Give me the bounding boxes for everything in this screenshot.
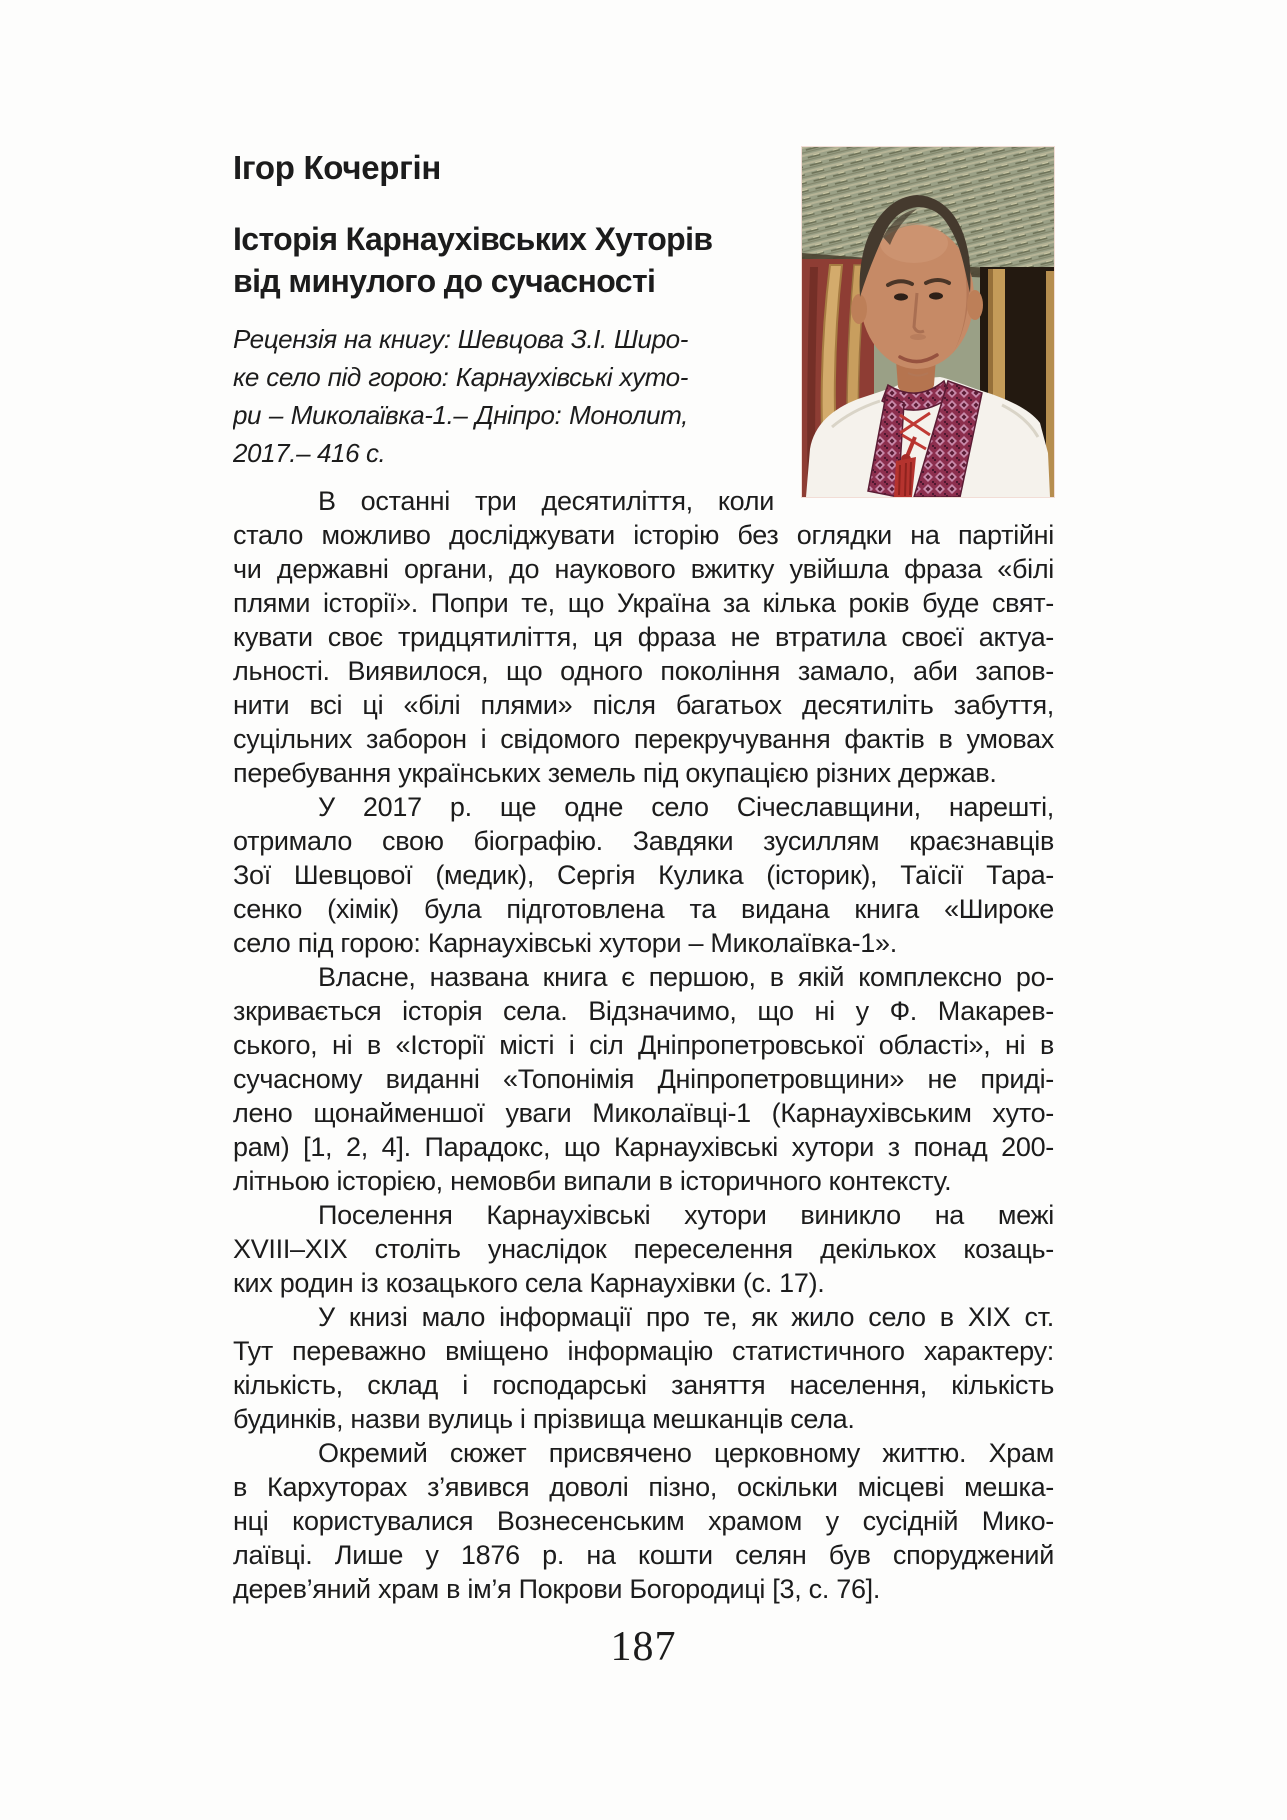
body-text-line: сенко (хімік) була підготовлена та видана книга «Широке [233, 894, 1054, 924]
body-text-line: зкривається історія села. Відзначимо, що ні у Ф. Макарев- [233, 996, 1054, 1026]
body-text-line: У книзі мало інформації про те, як жило село в XIX ст. [318, 1302, 1054, 1332]
paragraph [233, 1198, 1054, 1300]
body-text-line: отримало свою біографію. Завдяки зусиллям краєзнавців [233, 826, 1054, 856]
body-paragraphs [233, 484, 1054, 1606]
paragraph [233, 1436, 1054, 1606]
body-text-line: сучасному виданні «Топонімія Дніпропетровщини» не приді- [233, 1064, 1054, 1094]
body-text-line: літньою історією, немовби випали в історичного контексту. [233, 1166, 952, 1196]
body-text-line: чи державні органи, до наукового вжитку увійшла фраза «білі [233, 554, 1054, 584]
title-line: Історія Карнаухівських Хуторів [233, 221, 713, 257]
body-text-line: Тут переважно вміщено інформацію статистичного характеру: [233, 1336, 1054, 1366]
body-text-line: XVIII–XIX століть унаслідок переселення декількох козаць- [233, 1234, 1054, 1264]
body-text-line: Зої Шевцової (медик), Сергія Кулика (історик), Таїсії Тара- [233, 860, 1054, 890]
paragraph [233, 960, 1054, 1198]
body-text-line: льності. Виявилося, що одного покоління замало, аби запов- [233, 656, 1054, 686]
body-text-line: ського, ні в «Історії місті і сіл Дніпропетровської області», ні в [233, 1030, 1054, 1060]
body-text-line: Окремий сюжет присвячено церковному життю. Храм [318, 1438, 1054, 1468]
body-text-line: нити всі ці «білі плями» після багатьох десятиліть забуття, [233, 690, 1054, 720]
author-name: Ігор Кочергін [233, 149, 442, 186]
paragraph [233, 1300, 1054, 1436]
body-text-line: стало можливо досліджувати історію без оглядки на партійні [233, 520, 1054, 550]
portrait-illustration [802, 147, 1054, 497]
body-text-line: село під горою: Карнаухівські хутори – Миколаївка-1». [233, 928, 897, 958]
body-text-line: будинків, назви вулиць і прізвища мешканців села. [233, 1404, 855, 1434]
author-portrait-photo [802, 147, 1054, 497]
body-text-line: кувати своє тридцятиліття, ця фраза не втратила своєї актуа- [233, 622, 1054, 652]
body-text-line: плями історії». Попри те, що Україна за кілька років буде свят- [233, 588, 1054, 618]
body-text-line: Поселення Карнаухівські хутори виникло на межі [318, 1200, 1054, 1230]
citation-line: Рецензія на книгу: Шевцова З.І. Широ- [233, 324, 688, 354]
body-text-line: в Кархуторах з’явився доволі пізно, оскільки місцеві мешка- [233, 1472, 1054, 1502]
body-text-line: ких родин із козацького села Карнаухівки (с. 17). [233, 1268, 825, 1298]
citation-line: ке село під горою: Карнаухівські хуто- [233, 362, 688, 392]
body-text-line: нці користувалися Вознесенським храмом у сусідній Мико- [233, 1506, 1054, 1536]
body-text-line: дерев’яний храм в ім’я Покрови Богородиці [3, с. 76]. [233, 1574, 881, 1604]
body-text-line: лаївці. Лише у 1876 р. на кошти селян був споруджений [233, 1540, 1054, 1570]
page-number: 187 [610, 1624, 677, 1670]
body-text-line: Власне, названа книга є першою, в якій комплексно ро- [318, 962, 1054, 992]
title-line: від минулого до сучасності [233, 263, 656, 299]
body-text-line: рам) [1, 2, 4]. Парадокс, що Карнаухівські хутори з понад 200- [233, 1132, 1054, 1162]
body-text-line: В останні три десятиліття, коли [318, 486, 774, 516]
body-text-line: У 2017 р. ще одне село Січеславщини, нарешті, [318, 792, 1054, 822]
body-text-line: лено щонайменшої уваги Миколаївці-1 (Карнаухівським хуто- [233, 1098, 1054, 1128]
paragraph [233, 484, 1054, 790]
body-text-line: суцільних заборон і свідомого перекручування фактів в умовах [233, 724, 1054, 754]
citation-line: ри – Миколаївка-1.– Дніпро: Монолит, [233, 400, 688, 430]
book-citation [233, 320, 688, 472]
page-content [233, 147, 1054, 1670]
citation-line: 2017.– 416 с. [233, 438, 386, 468]
body-text-line: перебування українських земель під окупацією різних держав. [233, 758, 997, 788]
body-text-line: кількість, склад і господарські заняття населення, кількість [233, 1370, 1054, 1400]
paragraph [233, 790, 1054, 960]
